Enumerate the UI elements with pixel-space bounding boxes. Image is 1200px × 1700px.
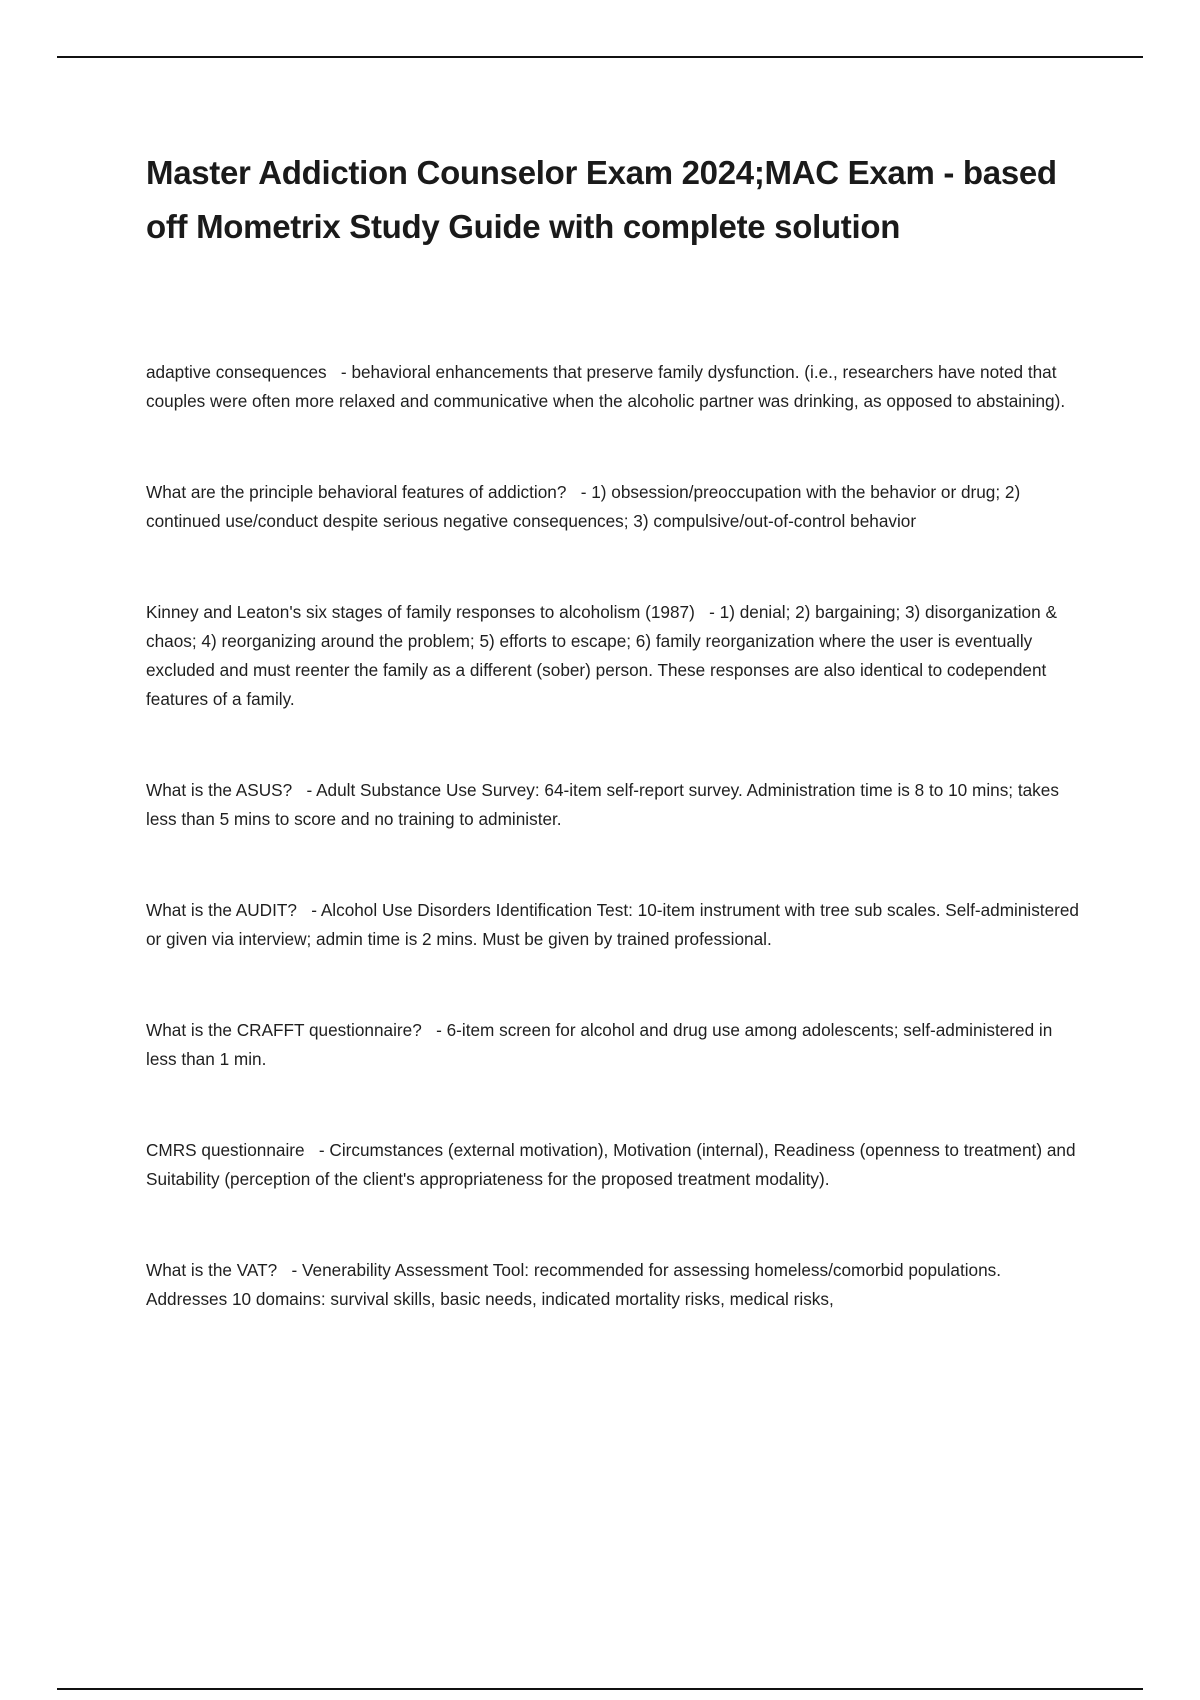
entry-separator: - bbox=[304, 1140, 330, 1160]
flashcard-entry bbox=[146, 896, 1086, 954]
entry-term: What is the AUDIT? bbox=[146, 900, 297, 920]
entry-definition: Circumstances (external motivation), Motivation (internal), Readiness (openness to treatment) and Suitability (perception of the client's appropriateness for the proposed treatment modality). bbox=[146, 1140, 1076, 1189]
flashcard-entry bbox=[146, 1136, 1086, 1194]
entry-separator: - bbox=[421, 1020, 447, 1040]
flashcard-entry bbox=[146, 776, 1086, 834]
entry-separator: - bbox=[326, 362, 352, 382]
flashcard-list bbox=[146, 358, 1086, 1376]
entry-term: What is the CRAFFT questionnaire? bbox=[146, 1020, 422, 1040]
entry-separator: - bbox=[694, 602, 720, 622]
entry-term: Kinney and Leaton's six stages of family responses to alcoholism (1987) bbox=[146, 602, 695, 622]
entry-definition: 1) obsession/preoccupation with the behavior or drug; 2) continued use/conduct despite serious negative consequences; 3) compulsive/out-of-control behavior bbox=[146, 482, 1021, 531]
top-rule bbox=[57, 56, 1143, 58]
entry-definition: Adult Substance Use Survey: 64-item self-report survey. Administration time is 8 to 10 mins; takes less than 5 mins to score and no training to administer. bbox=[146, 780, 1059, 829]
document-title: Master Addiction Counselor Exam 2024;MAC Exam - based off Mometrix Study Guide with complete solution bbox=[146, 154, 1057, 245]
entry-definition: 6-item screen for alcohol and drug use among adolescents; self-administered in less than 1 min. bbox=[146, 1020, 1053, 1069]
flashcard-entry bbox=[146, 1256, 1086, 1314]
entry-term: What is the ASUS? bbox=[146, 780, 293, 800]
entry-separator: - bbox=[292, 780, 317, 800]
entry-definition: Alcohol Use Disorders Identification Test: 10-item instrument with tree sub scales. Self-administered or given via interview; admin time is 2 mins. Must be given by trained professional. bbox=[146, 900, 1079, 949]
entry-term: What is the VAT? bbox=[146, 1260, 278, 1280]
entry-definition: 1) denial; 2) bargaining; 3) disorganization & chaos; 4) reorganizing around the problem; 5) efforts to escape; 6) family reorganization where the user is eventually excluded and must reenter the family as a different (sober) person. These responses are also identical to codependent features of a family. bbox=[146, 602, 1057, 709]
flashcard-entry bbox=[146, 1016, 1086, 1074]
entry-term: What are the principle behavioral features of addiction? bbox=[146, 482, 567, 502]
entry-term: adaptive consequences bbox=[146, 362, 327, 382]
entry-definition: behavioral enhancements that preserve family dysfunction. (i.e., researchers have noted that couples were often more relaxed and communicative when the alcoholic partner was drinking, as opposed to abstaining). bbox=[146, 362, 1066, 411]
entry-definition: Venerability Assessment Tool: recommended for assessing homeless/comorbid populations. Addresses 10 domains: survival skills, basic needs, indicated mortality risks, medical risks, bbox=[146, 1260, 1002, 1309]
entry-separator: - bbox=[566, 482, 592, 502]
bottom-rule bbox=[57, 1688, 1143, 1690]
flashcard-entry bbox=[146, 478, 1086, 536]
flashcard-entry bbox=[146, 598, 1086, 714]
entry-separator: - bbox=[277, 1260, 303, 1280]
flashcard-entry bbox=[146, 358, 1086, 416]
entry-term: CMRS questionnaire bbox=[146, 1140, 305, 1160]
entry-separator: - bbox=[296, 900, 321, 920]
